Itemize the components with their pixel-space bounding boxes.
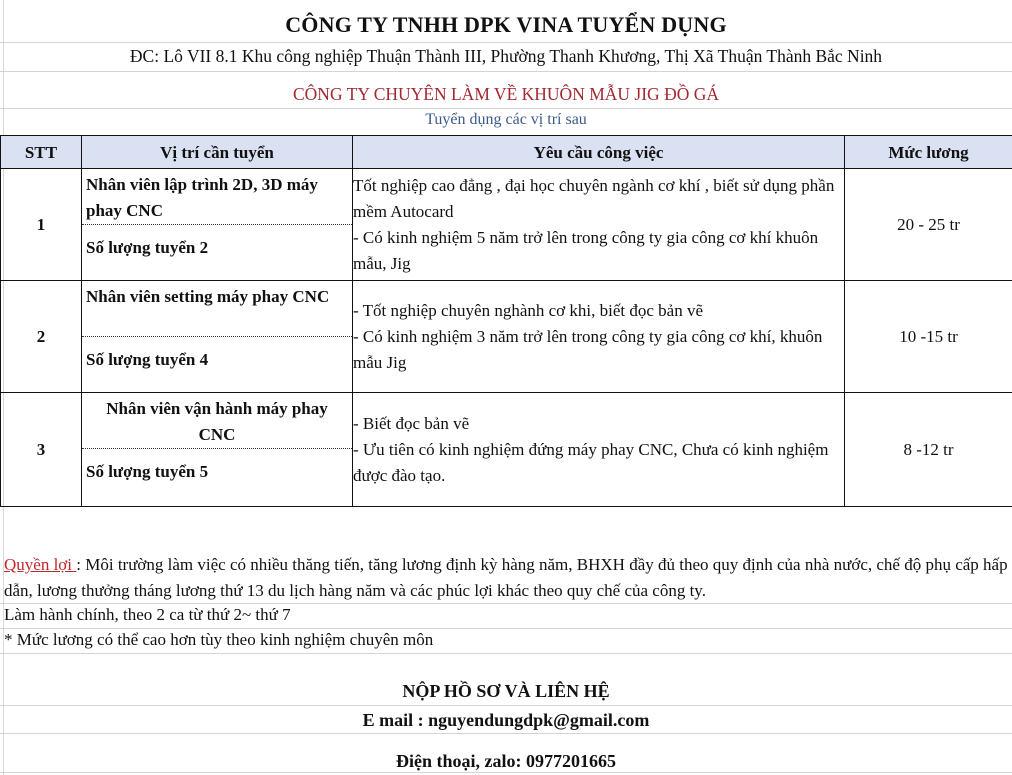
company-address: ĐC: Lô VII 8.1 Khu công nghiệp Thuận Thành III, Phường Thanh Khương, Thị Xã Thuận Thành Bắc Ninh — [129, 46, 883, 66]
contact-email: E mail : nguyendungdpk@gmail.com — [362, 710, 650, 730]
row-salary: 10 -15 tr — [845, 281, 1012, 393]
table-row — [1, 281, 1012, 393]
table-row — [1, 393, 1012, 507]
row-stt: 1 — [1, 169, 82, 281]
benefits-paragraph — [4, 552, 1008, 604]
position-title: Nhân viên setting máy phay CNC — [82, 281, 352, 337]
work-schedule-note: Làm hành chính, theo 2 ca từ thứ 2~ thứ 7 — [4, 605, 291, 624]
gridline — [0, 628, 1012, 629]
table-row — [1, 169, 1012, 281]
position-quantity: Số lượng tuyển 4 — [86, 350, 209, 369]
row-requirements — [353, 393, 845, 507]
table-header-row — [1, 136, 1012, 169]
requirement-line: - Biết đọc bản vẽ — [353, 413, 470, 433]
row-position-cell — [82, 393, 353, 507]
row-requirements — [353, 281, 845, 393]
company-title: CÔNG TY TNHH DPK VINA TUYỂN DỤNG — [285, 12, 727, 37]
gridline — [0, 71, 1012, 72]
gridline — [0, 653, 1012, 654]
requirement-line: - Có kinh nghiệm 5 năm trở lên trong công ty gia công cơ khí khuôn mẫu, Jig — [353, 227, 819, 273]
position-title: Nhân viên lập trình 2D, 3D máy phay CNC — [82, 169, 352, 225]
position-quantity: Số lượng tuyển 5 — [86, 462, 209, 481]
contact-heading: NỘP HỒ SƠ VÀ LIÊN HỆ — [402, 681, 610, 701]
gridline — [0, 772, 1012, 773]
company-slogan: CÔNG TY CHUYÊN LÀM VỀ KHUÔN MẪU JIG ĐỒ GÁ — [293, 84, 719, 104]
row-stt: 3 — [1, 393, 82, 507]
row-salary: 20 - 25 tr — [845, 169, 1012, 281]
requirement-line: Tốt nghiệp cao đẳng , đại học chuyên ngành cơ khí , biết sử dụng phần mềm Autocard — [353, 175, 835, 221]
gridline — [0, 108, 1012, 109]
contact-phone: Điện thoại, zalo: 0977201665 — [396, 751, 616, 771]
gridline — [0, 733, 1012, 734]
row-salary: 8 -12 tr — [845, 393, 1012, 507]
position-title: Nhân viên vận hành máy phay CNC — [82, 393, 352, 449]
row-position-cell — [82, 281, 353, 393]
column-header-salary: Mức lương — [845, 136, 1012, 169]
column-header-requirements: Yêu cầu công việc — [353, 136, 845, 169]
position-quantity: Số lượng tuyển 2 — [86, 238, 209, 257]
requirement-line: - Có kinh nghiệm 3 năm trở lên trong công ty gia công cơ khí, khuôn mẫu Jig — [353, 326, 823, 372]
requirement-line: - Ưu tiên có kinh nghiệm đứng máy phay CNC, Chưa có kinh nghiệm được đào tạo. — [353, 439, 829, 485]
benefits-label: Quyền lợi — [4, 555, 77, 574]
jobs-table — [0, 135, 1012, 507]
row-requirements — [353, 169, 845, 281]
row-position-cell — [82, 169, 353, 281]
recruitment-subtitle: Tuyển dụng các vị trí sau — [425, 111, 587, 128]
column-header-position: Vị trí cần tuyển — [82, 136, 353, 169]
column-header-stt: STT — [1, 136, 82, 169]
gridline — [0, 705, 1012, 706]
salary-note: * Mức lương có thể cao hơn tùy theo kinh nghiệm chuyên môn — [4, 630, 434, 649]
gridline — [0, 42, 1012, 43]
requirement-line: - Tốt nghiệp chuyên nghành cơ khi, biết đọc bản vẽ — [353, 300, 704, 320]
benefits-text: : Môi trường làm việc có nhiều thăng tiến, tăng lương định kỳ hàng năm, BHXH đầy đủ theo quy định của nhà nước, chế độ phụ cấp hấp dẫn, lương thưởng tháng lương thứ 13 du lịch hàng năm và các phúc lợi khác theo quy chế của công ty. — [4, 555, 1008, 600]
row-stt: 2 — [1, 281, 82, 393]
